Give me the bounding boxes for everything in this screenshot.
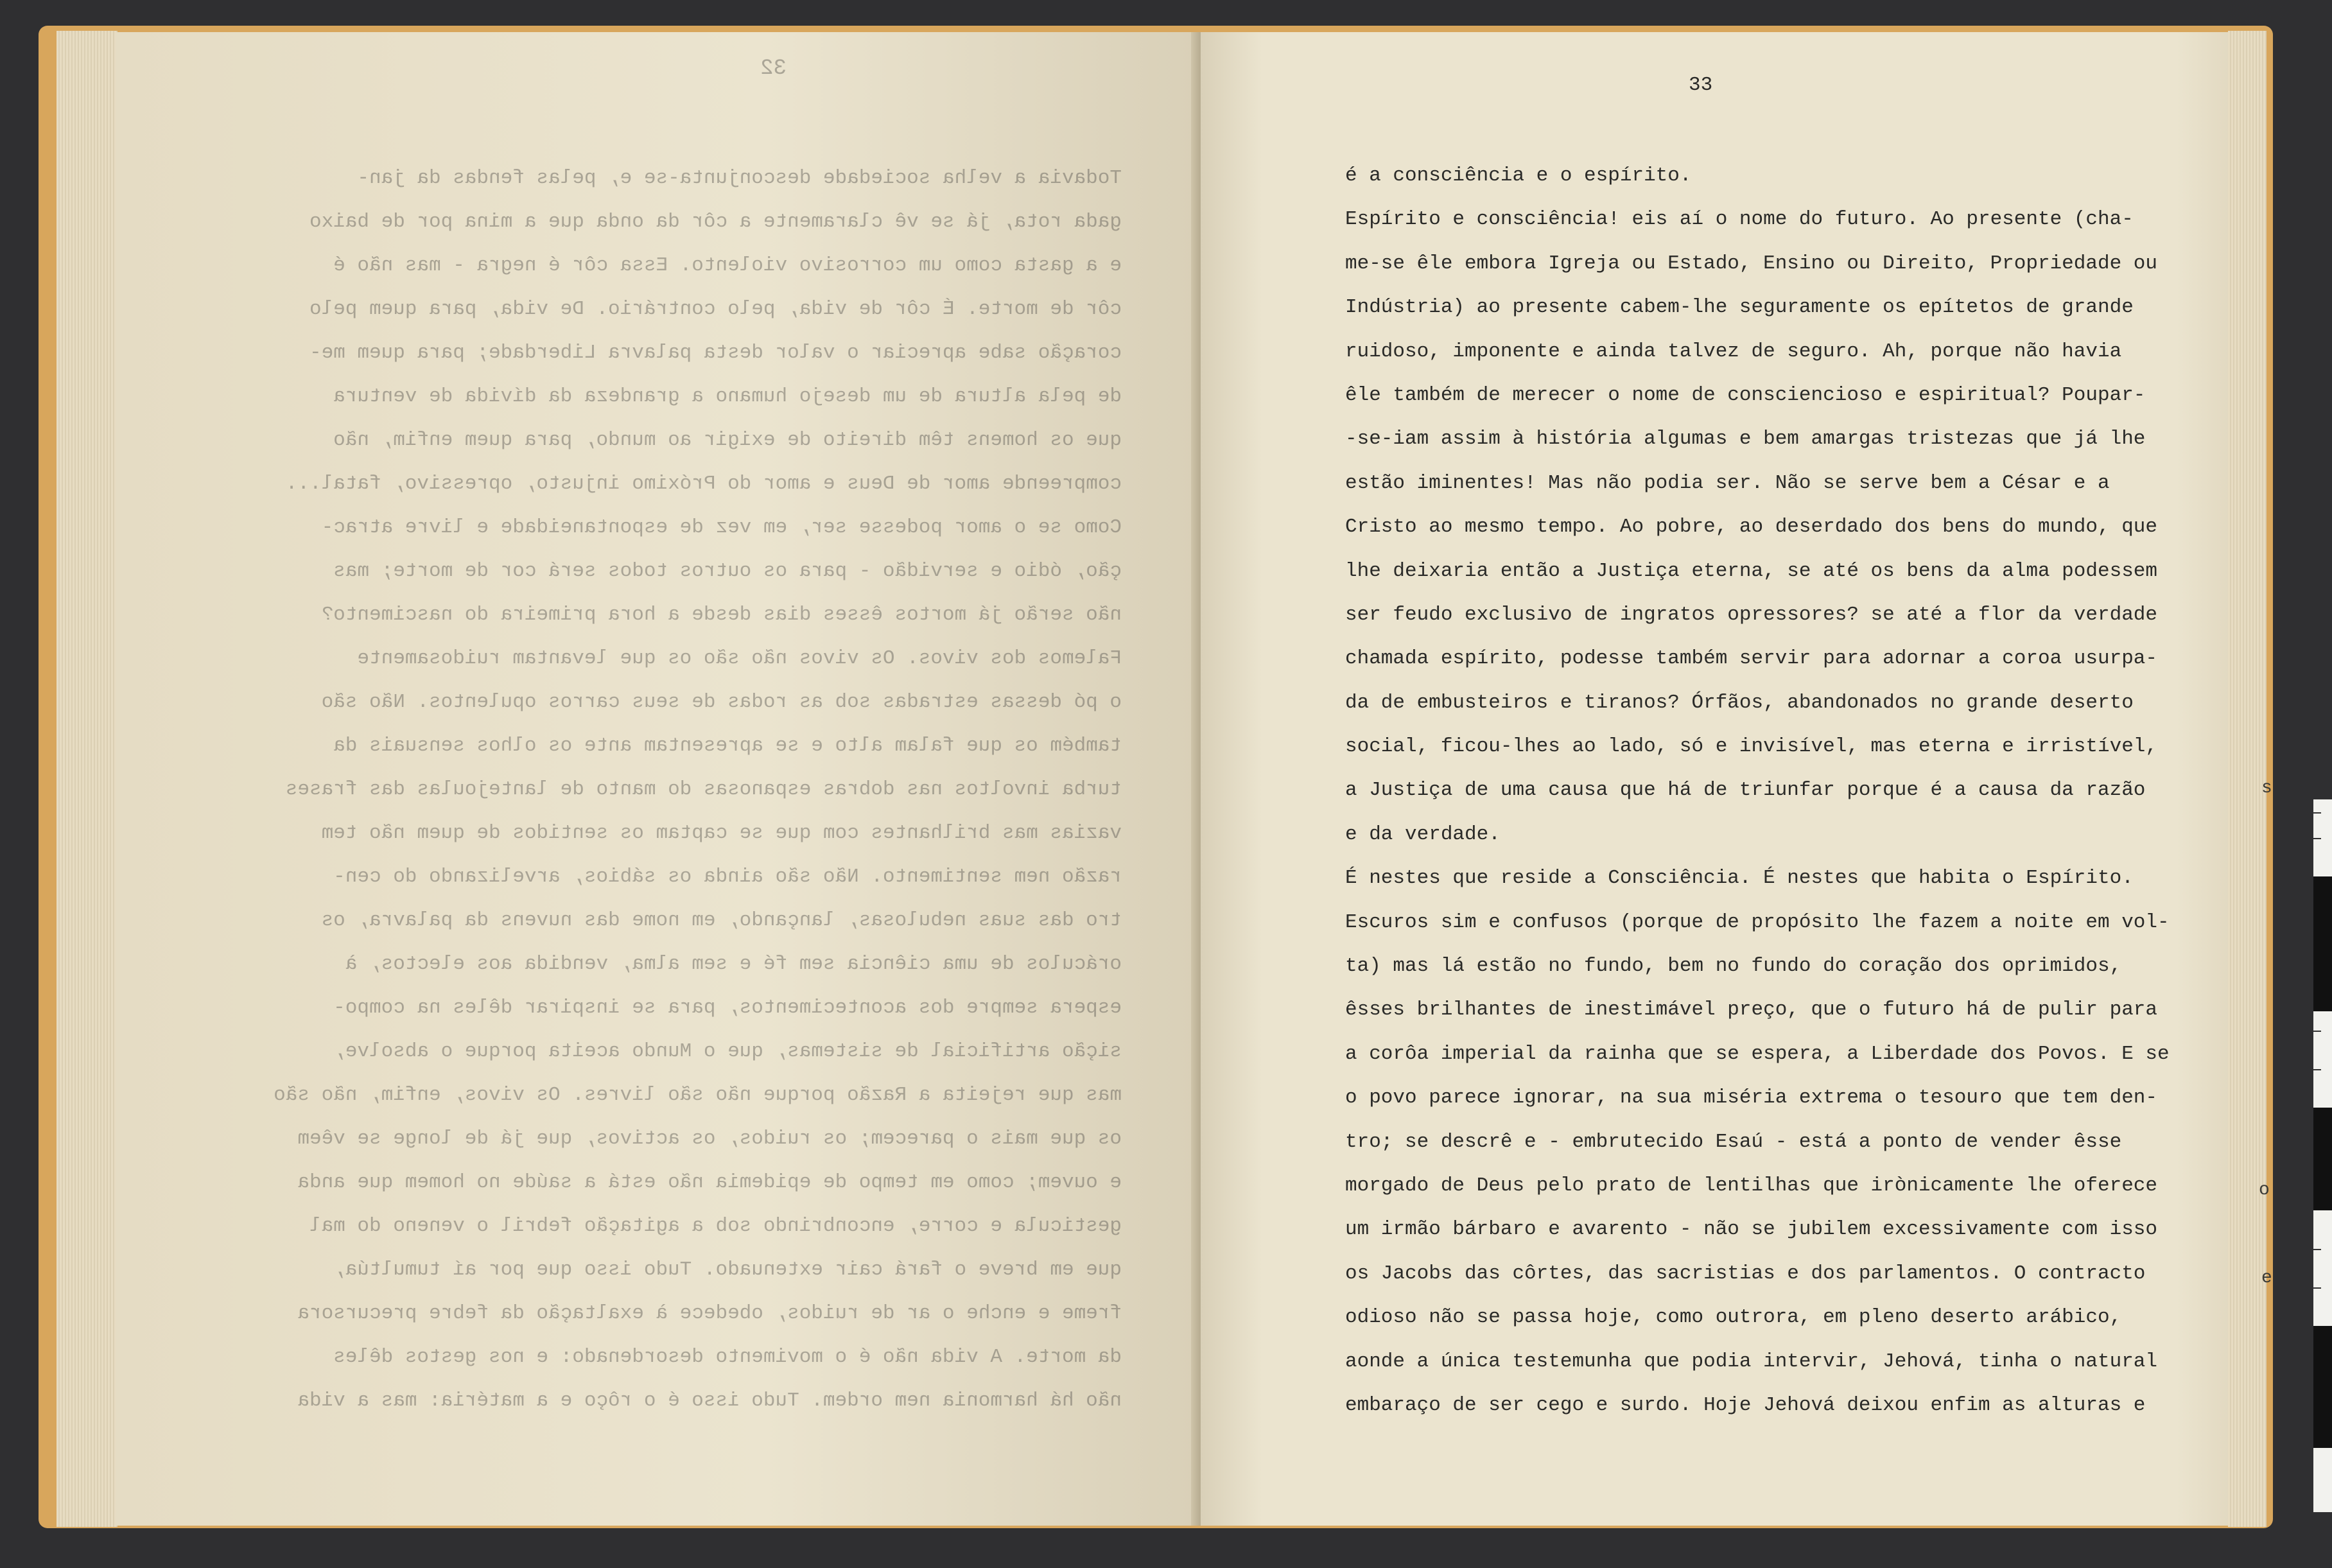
bleed-text-line: turba involtos nas dobras espanosas do manto de lantejoulas das frases — [285, 778, 1122, 801]
margin-mark: s — [2261, 778, 2272, 798]
bleed-text-line: ção, ódio e servidão - para os outros todos será cor de morte; mas — [333, 560, 1122, 582]
text-line: ser feudo exclusivo de ingratos opressores? se até a flor da verdade — [1345, 603, 2158, 626]
text-line: Cristo ao mesmo tempo. Ao pobre, ao deserdado dos bens do mundo, que — [1345, 516, 2158, 539]
text-line: um irmão bárbaro e avarento - não se jubilem excessivamente com isso — [1345, 1218, 2158, 1241]
bleed-text-line: sição artificial de sistemas, que o Mundo aceita porque o absolve, — [333, 1040, 1122, 1063]
text-line: me-se êle embora Igreja ou Estado, Ensino ou Direito, Propriedade ou — [1345, 252, 2158, 275]
bleed-text-line: e a gasta como um corrosivo violento. Essa côr é negra - mas não é — [333, 254, 1122, 277]
bleed-text-line: Como se o amor podesse ser, em vez de espontaneidade e livre atrac- — [321, 516, 1122, 539]
bleed-text-line: mas que rejeita a Razão porque não são livres. Os vivos, enfim, não são — [274, 1084, 1122, 1106]
page-edges-left — [57, 31, 117, 1527]
color-scale-strip — [2313, 799, 2332, 1512]
bleed-text-line: tro das suas nebulosas, lançando, em nome das nuvens da palavra, os — [321, 909, 1122, 932]
text-line: a Justiça de uma causa que há de triunfar porque é a causa da razão — [1345, 779, 2146, 802]
left-page-text — [159, 167, 1122, 1433]
text-line: tro; se descrê e - embrutecido Esaú - está a ponto de vender êsse — [1345, 1130, 2122, 1153]
left-page-bleed-through — [116, 32, 1197, 1526]
bleed-text-line: coração sabe apreciar o valor desta palavra Liberdade; para quem me- — [309, 342, 1122, 364]
bleed-text-line: compreende amor de Deus e amor do Próximo injusto, opressivo, fatal... — [285, 473, 1122, 495]
text-line: o povo parece ignorar, na sua miséria extrema o tesouro que tem den- — [1345, 1086, 2158, 1110]
text-line: É nestes que reside a Consciência. É nestes que habita o Espírito. — [1345, 867, 2134, 890]
right-page-number: 33 — [1689, 74, 1713, 96]
text-line: social, ficou-lhes ao lado, só e invisível, mas eterna e irristível, — [1345, 735, 2158, 758]
bleed-text-line: que os homens têm direito de exigir ao mundo, para quem enfim, não — [333, 429, 1122, 451]
margin-mark: e — [2261, 1268, 2272, 1288]
text-line: é a consciência e o espírito. — [1345, 164, 1692, 187]
text-line: êsses brilhantes de inestimável preço, que o futuro há de pulir para — [1345, 998, 2158, 1022]
bleed-text-line: e ouvem; como em tempo de epidemia não está a saúde no homem que anda — [297, 1171, 1122, 1194]
text-line: chamada espírito, podesse também servir para adornar a coroa usurpa- — [1345, 647, 2158, 670]
margin-mark: o — [2259, 1180, 2270, 1200]
text-line: a corôa imperial da rainha que se espera, a Liberdade dos Povos. E se — [1345, 1042, 2170, 1065]
bleed-text-line: razão nem sentimento. Não são ainda os sábios, arvelizando do cen- — [333, 866, 1122, 888]
text-line: aonde a única testemunha que podia intervir, Jehová, tinha o natural — [1345, 1350, 2158, 1373]
text-line: os Jacobs das côrtes, das sacristias e dos parlamentos. O contracto — [1345, 1262, 2146, 1285]
text-line: lhe deixaria então a Justiça eterna, se até os bens da alma podessem — [1345, 559, 2158, 582]
text-line: e da verdade. — [1345, 823, 1501, 846]
text-line: ta) mas lá estão no fundo, bem no fundo do coração dos oprimidos, — [1345, 955, 2122, 978]
bleed-text-line: côr de morte. É côr de vida, pelo contrário. De vida, para quem pelo — [309, 298, 1122, 320]
text-line: odioso não se passa hoje, como outrora, em pleno deserto arábico, — [1345, 1306, 2122, 1329]
bleed-text-line: vazias mas brilhantes com que se captam os sentidos de quem não tem — [321, 822, 1122, 844]
text-line: Espírito e consciência! eis aí o nome do futuro. Ao presente (cha- — [1345, 208, 2134, 231]
left-page-number: 32 — [760, 57, 787, 81]
bleed-text-line: que em breve o fará cair extenuado. Tudo isso que por aí tumultúa, — [333, 1259, 1122, 1281]
bleed-text-line: gesticula e corre, enconbrindo sob a agitação febril o veneno do mal — [309, 1215, 1122, 1237]
bleed-text-line: freme e enche o ar de ruidos, obedece à exaltação da febre precursora — [297, 1302, 1122, 1325]
text-line: estão iminentes! Mas não podia ser. Não se serve bem a César e a — [1345, 471, 2110, 494]
bleed-text-line: não serão já mortos êsses dias desde a hora primeira do nascimento? — [321, 604, 1122, 626]
text-line: Escuros sim e confusos (porque de propósito lhe fazem a noite em vol- — [1345, 910, 2170, 934]
text-line: ruidoso, imponente e ainda talvez de seguro. Ah, porque não havia — [1345, 340, 2122, 363]
right-page-text — [1345, 154, 2244, 1427]
bleed-text-line: Todavia a velha sociedade desconjunta-se e, pelas fendas da jan- — [357, 167, 1122, 189]
bleed-text-line: de pela altura de um desejo humano a grandeza da dívida de ventura — [333, 385, 1122, 408]
bleed-text-line: espera sempre dos acontecimentos, para se inspirar dêles na compo- — [333, 997, 1122, 1019]
text-line: da de embusteiros e tiranos? Órfãos, abandonados no grande deserto — [1345, 691, 2134, 714]
text-line: morgado de Deus pelo prato de lentilhas que irònicamente lhe oferece — [1345, 1174, 2158, 1197]
bleed-text-line: Falemos dos vivos. Os vivos não são os que levantam ruidosamente — [357, 647, 1122, 670]
bleed-text-line: também os que falam alto e se apresentam ante os olhos sensuais da — [333, 735, 1122, 757]
text-line: êle também de merecer o nome de consciencioso e espiritual? Poupar- — [1345, 383, 2146, 406]
text-line: -se-iam assim à história algumas e bem amargas tristezas que já lhe — [1345, 428, 2146, 451]
text-line: Indústria) ao presente cabem-lhe seguramente os epítetos de grande — [1345, 296, 2134, 319]
left-page — [116, 32, 1197, 1526]
bleed-text-line: o pó dessas estradas sob as rodas de seus carros opulentos. Não são — [321, 691, 1122, 713]
bleed-text-line: gada rota, já se vê claramente a côr da onda que a mina por de baixo — [309, 211, 1122, 233]
bleed-text-line: oráculos de uma ciência sem fé e sem alma, vendida aos electos, à — [345, 953, 1122, 975]
text-line: embaraço de ser cego e surdo. Hoje Jehová deixou enfim as alturas e — [1345, 1393, 2146, 1416]
bleed-text-line: da morte. A vida não é o movimento desordenado: e nos gestos dêles — [333, 1346, 1122, 1368]
bleed-text-line: não há harmonia nem ordem. Tudo isso é o rôço e a matéria: mas a vida — [297, 1389, 1122, 1412]
bleed-text-line: os que mais o parecem; os ruidos, os activos, que já de longe se vêem — [297, 1128, 1122, 1150]
